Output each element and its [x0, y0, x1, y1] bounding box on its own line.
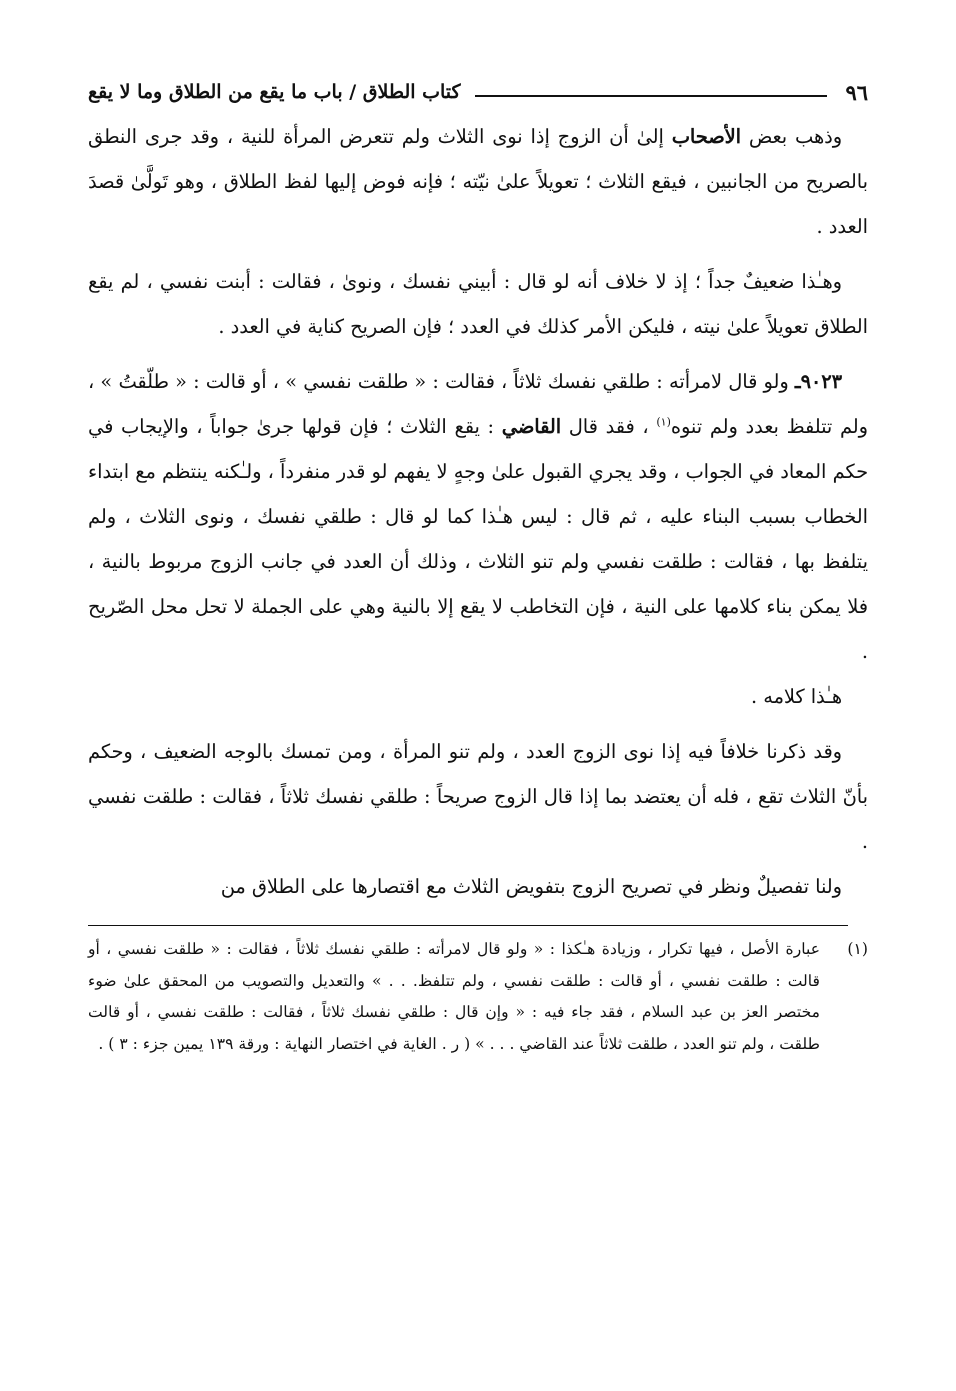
paragraph-3-text-b: ، فقد قال — [561, 415, 657, 438]
footnote-number: (١) — [847, 940, 868, 958]
paragraph-5: وقد ذكرنا خلافاً فيه إذا نوى الزوج العدد ، ولم تنو المرأة ، ومن تمسك بالوجه الضعيف ، وحكم بأنّ الثلاث تقع ، فله أن يعتضد بما إذا قال الزوج صريحاً : طلقي نفسك ثلاثاً ، فقالت : طلقت نفسي . — [88, 740, 868, 853]
paragraph-2: وهـٰذا ضعيفٌ جداً ؛ إذ لا خلاف أنه لو قال : أبيني نفسك ، ونوىٰ ، فقالت : أبنت نفسي ، لم يقع الطلاق تعويلاً علىٰ نيته ، فليكن الأمر كذلك في العدد ؛ فإن الصريح كناية في العدد . — [88, 270, 868, 338]
paragraph-1-text-a: وذهب بعض — [740, 125, 843, 148]
paragraph-4: هـٰذا كلامه . — [750, 685, 842, 708]
footnote-text: عبارة الأصل ، فيها تكرار ، وزيادة هـٰكذا : « ولو قال لامرأته : طلقي نفسك ثلاثاً ، فقالت : « طلقت نفسي ، أو قالت : طلقت نفسي ، أو قالت : طلقت نفسي ، ولم تتلفظ. . . » والتعديل والتصويب من المحقق علىٰ ضوء مختصر العز بن عبد السلام ، فقد جاء فيه : « وإن قال : طلقي نفسك ثلاثاً ، فقالت : طلقت نفسي ، أو قالت طلقت ، ولم تنو العدد ، طلقت ثلاثاً عند القاضي . . . » ( ر . الغاية في اختصار النهاية : ورقة ١٣٩ يمين جزء : ٣ ) . — [88, 940, 820, 1053]
footnote-1 — [88, 934, 868, 1060]
paragraph-1-bold-term: الأصحاب — [671, 125, 741, 148]
footnote-reference[interactable]: (١) — [656, 415, 671, 429]
header-rule — [475, 95, 828, 97]
running-head-title: كتاب الطلاق / باب ما يقع من الطلاق وما لا يقع — [88, 81, 461, 103]
running-head — [88, 70, 868, 114]
paragraph-3-text-c: : يقع الثلاث ؛ فإن قولها جرىٰ جواباً ، والإيجاب في حكم المعاد في الجواب ، وقد يجري القبول علىٰ وجهٍ لا يفهم لو قدر منفرداً ، ولـٰكنه ينتظم مع ابتداء الخطاب بسبب البناء عليه ، ثم قال : ليس هـٰذا كما لو قال : طلقي نفسك ، ونوى الثلاث ، ولم يتلفظ بها ، فقالت : طلقت نفسي ولم تنو الثلاث ، وذلك أن العدد في جانب الزوج مربوط بالنية ، فلا يمكن بناء كلامها على النية ، فإن التخاطب لا يقع إلا بالنية وهي على الجملة لا تحل محل الصّريح . — [88, 415, 868, 663]
main-text — [88, 114, 868, 909]
paragraph-3-issue — [88, 359, 868, 674]
book-page — [88, 70, 868, 1060]
issue-number: ٩٠٢٣ـ — [794, 370, 842, 393]
page-number: ٩٦ — [845, 79, 868, 105]
paragraph-3-bold-term: القاضي — [501, 415, 562, 438]
paragraph-3-text-a: ولو قال لامرأته : طلقي نفسك ثلاثاً ، فقالت : « طلقت نفسي » ، أو قالت : « طلّقتُ » ، ولم تتلفظ بعدد ولم تنوه — [88, 370, 868, 438]
footnote-separator — [88, 925, 848, 926]
paragraph-6: ولنا تفصيلٌ ونظر في تصريح الزوج بتفويض الثلاث مع اقتصارها على الطلاق من — [220, 875, 842, 898]
paragraph-1-text-b: إلىٰ أن الزوج إذا نوى الثلاث ولم تتعرض المرأة للنية ، وقد جرى النطق بالصريح من الجانبين ، فيقع الثلاث ؛ تعويلاً علىٰ نيّته ؛ فإنه فوض إليها لفظ الطلاق ، وهو تَولَّىٰ قصدَ العدد . — [88, 125, 868, 238]
paragraph-1 — [88, 114, 868, 249]
